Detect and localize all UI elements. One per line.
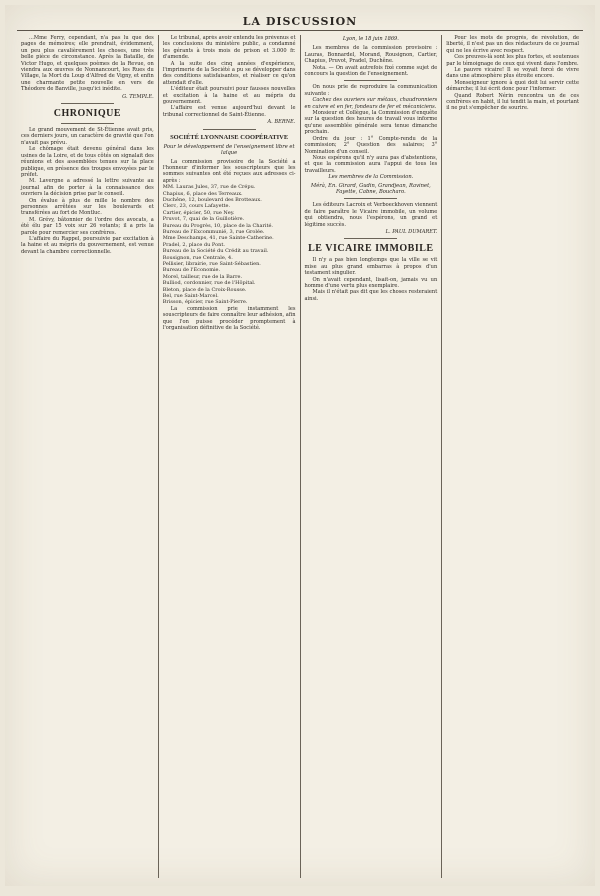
vicaire-paragraph: On n'avait cependant, lisait-on, jamais vu un homme d'une vertu plus exemplaire. [304, 276, 438, 289]
chronique-title: CHRONIQUE [53, 108, 122, 120]
article-paragraph: On nous prie de reproduire la communication suivante : [304, 84, 438, 97]
list-item: Mme Deschamps, 41, rue Sainte-Catherine. [162, 235, 274, 242]
signatories-label: Les membres de la Commission. [328, 174, 414, 181]
article-paragraph: Cachez des ouvriers sur métaux, chaudronniers en cuivre et en fer, fondeurs de fer et mécaniciens. [304, 97, 438, 110]
list-item: Rousignon, rue Centrale, 4. [162, 254, 233, 261]
opening-signature: G. TEMPLE. [122, 93, 154, 100]
article-paragraph: L'affaire est venue aujourd'hui devant le tribunal correctionnel de Saint-Étienne. [162, 105, 296, 118]
section-rule [344, 238, 397, 239]
article-paragraph: Nous espérons qu'il n'y aura pas d'abstentions, et que la commission aura l'appui de tous les travailleurs. [304, 154, 438, 174]
article-signature: L. PAUL DUMARET. [385, 228, 438, 235]
list-item: Bulliod, cordonnier, rue de l'Hôpital. [162, 280, 256, 287]
opening-text: ...Mme Ferry, cependant, n'a pas lu que des pages de mémoires; elle prendrait, évidemment, un peu plus cavalièrement les choses, une très belle pièce de circonstance. Après la Bataille, de Victor Hugo, et quelques poèmes de la Revue, on viendra aux œuvres de Nonnancourt, les Rues du Village, la Mort du Loup d'Alfred de Vigny, et enfin une charmante petite nouvelle en vers de Théodore de Banville, jusqu'ici inédite. [21, 35, 154, 93]
article-paragraph: Monseigneur ignore à quoi doit lui servir cette démarche; il lui écrit donc pour l'informer. [446, 79, 579, 93]
article-paragraph: A la suite des cinq années d'expérience, l'imprimerie de la Société a pu se développer dans des conditions satisfaisantes, et réaliser ce qu'on attendait d'elle. [162, 60, 296, 86]
list-item: Bleton, place de la Croix-Rousse. [162, 286, 247, 293]
chronique-paragraph: L'affaire du Rappel, poursuivie par excitation à la haine et au mépris du gouvernement, est venue devant la chambre correctionnelle. [21, 235, 154, 255]
section-rule [61, 103, 114, 104]
newspaper-page [5, 5, 595, 886]
header-rule [17, 30, 583, 31]
article-signature: A. BERNE. [267, 119, 296, 126]
chronique-paragraph: M. Lavergne a adressé la lettre suivante au journal afin de porter à la connaissance des ouvriers la décision prise par le conseil. [21, 178, 154, 198]
list-item: Brisson, épicier, rue Saint-Pierre. [162, 299, 248, 306]
cooperative-subtitle: Pour le développement de l'enseignement libre et laïque [163, 143, 295, 157]
article-paragraph: L'éditeur était poursuivi pour fausses nouvelles et excitation à la haine et au mépris du gouvernement. [162, 86, 296, 106]
column-3 [300, 35, 442, 878]
chronique-paragraph: On évalue à plus de mille le nombre des personnes arrêtées sur les boulevards et transférées au fort de Montluc. [21, 197, 154, 217]
list-item: Pellisier, librairie, rue Saint-Sébastien. [162, 261, 261, 267]
list-item: Bureau du Progrès, 10, place de la Charité. [162, 222, 274, 229]
running-head: LA DISCUSSION [242, 15, 358, 28]
chronique-paragraph: Le grand mouvement de St-Étienne avait pris, ces derniers jours, un caractère de gravité que l'on n'avait pas prévu. [21, 127, 154, 146]
list-item: Bureau de l'Excommunié, 3, rue Grolée. [162, 228, 265, 235]
cooperative-closing: La commission prie instamment les souscripteurs de faire connaître leur adhésion, afin que l'on puisse procéder promptement à l'organisation définitive de la Société. [162, 305, 296, 332]
columns [17, 35, 583, 878]
article-paragraph: Le pauvre vicaire! Il se voyait forcé de vivre dans une atmosphère plus étroite encore. [446, 67, 579, 80]
column-2 [158, 35, 300, 878]
list-item: Pradel, 2, place du Pont. [162, 241, 225, 248]
list-item: Cartier, épicier, 50, rue Ney. [162, 209, 235, 216]
article-paragraph: Les éditeurs Lacroix et Verboeckhoven viennent de faire paraître le Vicaire immobile, un volume qui obtiendra, nous l'espérons, un grand et légitime succès. [304, 202, 438, 228]
chronique-paragraph: M. Grévy, bâtonnier de l'ordre des avocats, a été élu par 15 voix sur 26 votants; il a pris la parole pour remercier ses confrères. [21, 216, 154, 236]
list-item: MM. Lauras Jules, 37, rue de Crépu. [162, 184, 256, 191]
column-1 [17, 35, 158, 878]
vicaire-paragraph: Il n'y a pas bien longtemps que la ville se vit mise au plus grand embarras à propos d'un testament singulier. [304, 257, 438, 277]
vicaire-paragraph: Mais il n'était pas dit que les choses resteraient ainsi. [304, 289, 438, 302]
article-paragraph: Ordre du jour : 1° Compte-rendu de la commission; 2° Question des salaires; 3° Nomination d'un conseil. [304, 135, 438, 155]
list-item: Duchêne, 12, boulevard des Brotteaux. [162, 196, 262, 203]
list-item: Bureau de l'Économie. [162, 267, 221, 274]
list-item: Clerc, 23, cours Lafayette. [162, 203, 231, 210]
list-item: Chapius, 6, place des Terreaux. [162, 190, 243, 197]
article-paragraph: Monsieur et Collègue, la Commission d'enquête sur la question des heures de travail vous informe qu'une assemblée générale sera tenue dimanche prochain. [304, 110, 438, 136]
subscriber-list [163, 184, 296, 306]
section-rule [61, 123, 114, 124]
section-rule [344, 80, 397, 81]
list-item: Bureau de la Société du Crédit au travail. [162, 248, 269, 255]
list-item: Bel, rue Saint-Marcel. [162, 293, 219, 300]
article-paragraph: Pour les mots de progrès, de révolution, de liberté, il n'est pas un des rédacteurs de ce journal qui ne les écrive avec respect. [446, 35, 579, 54]
section-rule [203, 129, 256, 130]
signatories: Mérà, En. Girard, Gudin, Grandjean, Ravinet, Fayette, Cabne, Boucharo. [310, 182, 431, 195]
article-paragraph: Quand Robert Nérin rencontra un de ces confrères en habit, il lui tendit la main, et pourtant il ne put s'empêcher de sourire. [446, 92, 579, 112]
vicaire-title: LE VICAIRE IMMOBILE [308, 243, 434, 255]
dateline: Lyon, le 18 juin 1869. [342, 36, 399, 42]
column-4 [441, 35, 583, 878]
list-item: Morel, tailleur, rue de la Barre. [162, 273, 243, 280]
article-paragraph: Les membres de la commission provisoire : Lauras, Bonnardel, Morand, Rousignon, Cartier, Chapius, Pruvot, Pradel, Duchêne. [304, 45, 438, 65]
cooperative-intro: La commission provisoire de la Société a l'honneur d'informer les souscripteurs que les sommes suivantes ont été reçues aux adresses ci-après : [162, 158, 296, 184]
list-item: Pruvot, 7, quai de la Guillotière. [162, 216, 245, 223]
article-paragraph: Nota. — On avait autrefois fixé comme sujet de concours la question de l'enseignement. [304, 64, 438, 78]
cooperative-title: SOCIÉTÉ LYONNAISE COOPÉRATIVE [170, 133, 289, 141]
article-paragraph: Ces preuves-là sont les plus fortes, et soutenues par le témoignage de ceux qui vivent dans l'ombre. [446, 54, 579, 67]
chronique-paragraph: Le chômage était devenu général dans les usines de la Loire, et de tous côtés on signalait des réunions et des assemblées tenues sur la place publique, en présence des troupes envoyées par le préfet. [21, 146, 154, 178]
article-paragraph: Le tribunal, après avoir entendu les prévenus et les conclusions du ministère public, a condamné les gérants à trois mois de prison et 3.000 fr. d'amende. [162, 35, 296, 61]
section-rule [344, 198, 397, 199]
